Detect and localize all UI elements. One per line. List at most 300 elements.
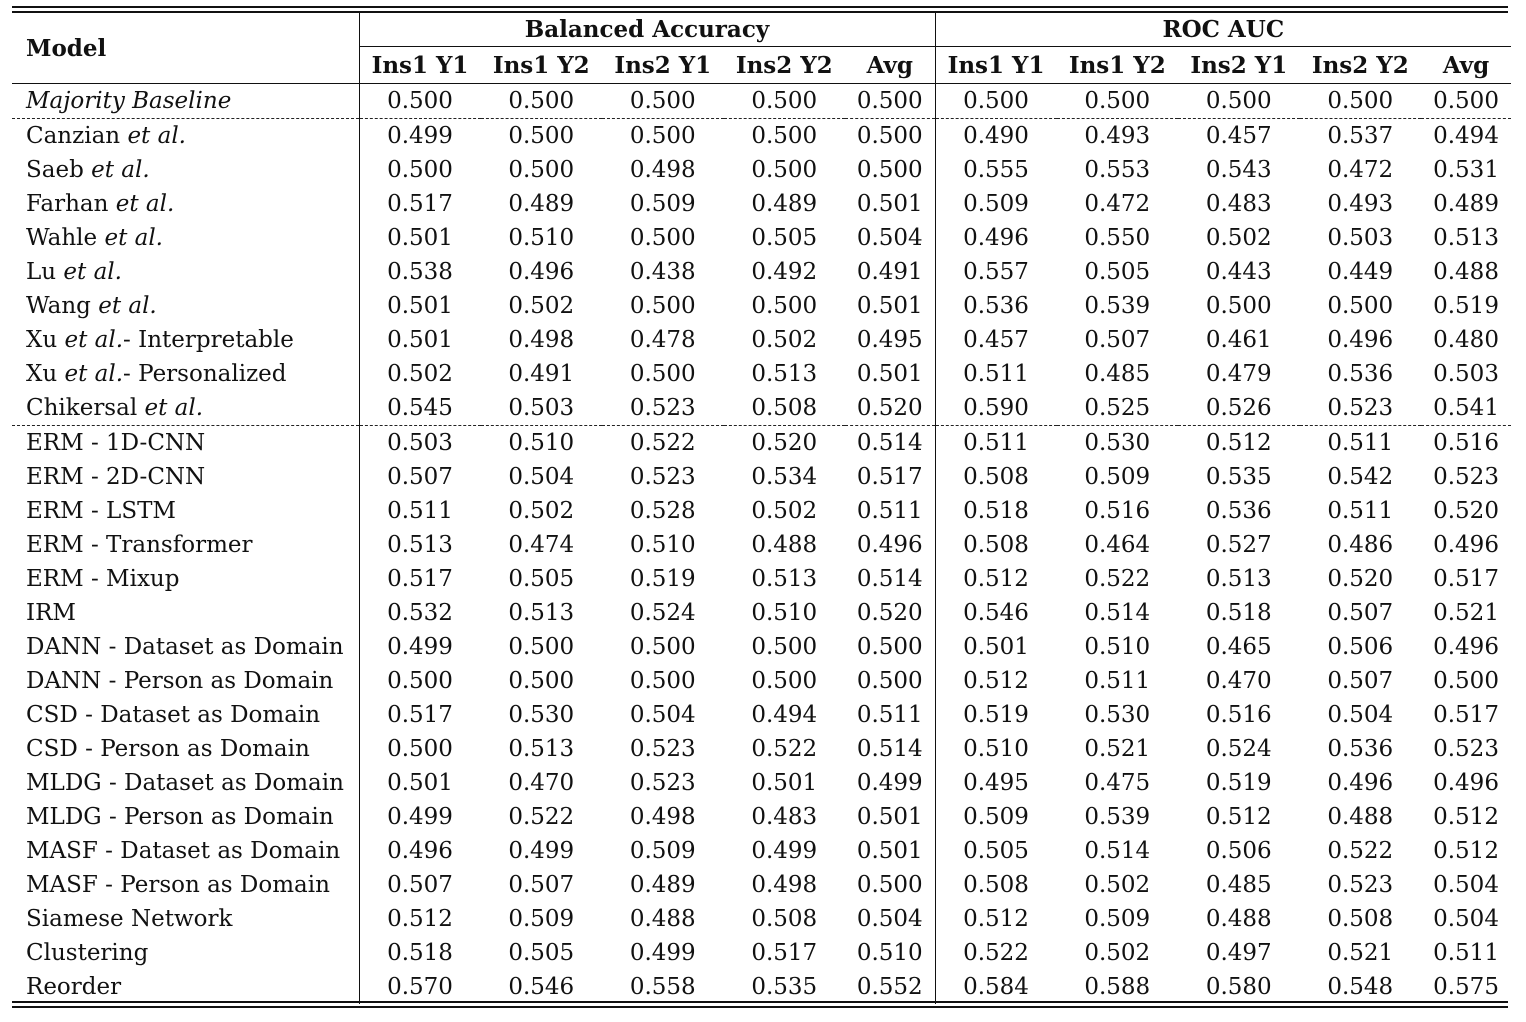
balanced-accuracy-cell: 0.496 (508, 259, 575, 285)
roc-auc-cell: 0.536 (1327, 736, 1394, 762)
roc-auc-cell: 0.472 (1084, 191, 1151, 217)
model-header: Model (12, 13, 359, 84)
roc-auc-cell: 0.539 (1084, 804, 1151, 830)
col-header: Ins2 Y1 (602, 47, 724, 84)
balanced-accuracy-cell: 0.502 (508, 293, 575, 319)
table-row (12, 698, 1511, 732)
roc-auc-cell: 0.524 (1205, 736, 1272, 762)
roc-auc-cell: 0.504 (1327, 702, 1394, 728)
balanced-accuracy-cell: 0.500 (845, 868, 935, 902)
balanced-accuracy-cell: 0.530 (508, 702, 575, 728)
model-name (12, 84, 359, 119)
balanced-accuracy-cell: 0.520 (845, 391, 935, 426)
roc-auc-cell: 0.449 (1327, 259, 1394, 285)
balanced-accuracy-cell: 0.500 (845, 153, 935, 187)
balanced-accuracy-cell: 0.500 (629, 634, 696, 660)
balanced-accuracy-cell: 0.538 (387, 259, 453, 285)
balanced-accuracy-cell: 0.517 (751, 940, 818, 966)
roc-auc-cell: 0.500 (1433, 88, 1499, 114)
balanced-accuracy-cell: 0.496 (845, 528, 935, 562)
roc-auc-cell: 0.493 (1327, 191, 1394, 217)
roc-auc-cell: 0.500 (963, 88, 1029, 114)
balanced-accuracy-cell: 0.500 (845, 630, 935, 664)
roc-auc-cell: 0.475 (1084, 770, 1151, 796)
balanced-accuracy-cell: 0.500 (629, 361, 696, 387)
balanced-accuracy-cell: 0.500 (387, 668, 453, 694)
roc-auc-cell: 0.525 (1084, 395, 1151, 421)
model-name-part: Xu (26, 327, 65, 353)
col-header: Avg (1421, 47, 1511, 84)
model-name (12, 732, 359, 766)
roc-auc-cell: 0.519 (963, 702, 1029, 728)
balanced-accuracy-cell: 0.501 (845, 289, 935, 323)
model-name (12, 153, 359, 187)
roc-auc-cell: 0.480 (1433, 327, 1499, 353)
model-name-part: - Interpretable (123, 327, 294, 353)
balanced-accuracy-cell: 0.500 (387, 157, 453, 183)
model-name-part: Chikersal (26, 395, 145, 421)
roc-auc-cell: 0.510 (1084, 634, 1151, 660)
roc-auc-cell: 0.530 (1057, 426, 1179, 461)
table-row (12, 732, 1511, 766)
model-name (12, 936, 359, 970)
balanced-accuracy-cell: 0.511 (845, 494, 935, 528)
table-row (12, 391, 1511, 426)
balanced-accuracy-cell: 0.499 (359, 119, 481, 154)
roc-auc-cell: 0.443 (1205, 259, 1272, 285)
table-row (12, 902, 1511, 936)
roc-auc-cell: 0.513 (1433, 225, 1499, 251)
roc-auc-cell: 0.496 (1433, 770, 1499, 796)
roc-auc-cell: 0.523 (1433, 736, 1499, 762)
roc-auc-cell: 0.496 (963, 225, 1029, 251)
roc-auc-cell: 0.523 (1327, 872, 1394, 898)
model-name-part: IRM (26, 600, 76, 626)
roc-auc-cell: 0.512 (1433, 838, 1499, 864)
roc-auc-cell: 0.505 (1084, 259, 1151, 285)
roc-auc-cell: 0.503 (1327, 225, 1394, 251)
roc-auc-cell: 0.501 (963, 634, 1029, 660)
balanced-accuracy-cell: 0.503 (359, 426, 481, 461)
roc-auc-cell: 0.520 (1327, 566, 1394, 592)
model-name (12, 698, 359, 732)
balanced-accuracy-cell: 0.513 (508, 600, 575, 626)
table-row (12, 834, 1511, 868)
roc-auc-cell: 0.508 (963, 464, 1029, 490)
balanced-accuracy-cell: 0.499 (845, 766, 935, 800)
roc-auc-cell: 0.555 (963, 157, 1029, 183)
roc-auc-cell: 0.548 (1327, 974, 1394, 1000)
balanced-accuracy-cell: 0.513 (387, 532, 453, 558)
balanced-accuracy-cell: 0.504 (845, 221, 935, 255)
table-row (12, 221, 1511, 255)
roc-auc-cell: 0.504 (1433, 906, 1499, 932)
model-name (12, 834, 359, 868)
balanced-accuracy-cell: 0.499 (387, 634, 453, 660)
roc-auc-cell: 0.488 (1205, 906, 1272, 932)
balanced-accuracy-cell: 0.474 (508, 532, 575, 558)
model-name (12, 289, 359, 323)
balanced-accuracy-header: Balanced Accuracy (359, 13, 935, 47)
model-name (12, 426, 359, 461)
table-row (12, 357, 1511, 391)
balanced-accuracy-cell: 0.488 (751, 532, 818, 558)
roc-auc-cell: 0.483 (1205, 191, 1272, 217)
model-name-part: et al. (115, 191, 175, 217)
balanced-accuracy-cell: 0.523 (629, 464, 696, 490)
model-name-part: ERM - Transformer (26, 532, 253, 558)
roc-auc-cell: 0.500 (1084, 88, 1151, 114)
roc-auc-cell: 0.536 (1327, 361, 1394, 387)
roc-auc-cell: 0.511 (1327, 498, 1394, 524)
model-name (12, 970, 359, 1004)
roc-auc-cell: 0.502 (1084, 940, 1151, 966)
balanced-accuracy-cell: 0.523 (629, 395, 696, 421)
roc-auc-cell: 0.509 (1084, 464, 1151, 490)
balanced-accuracy-cell: 0.501 (387, 770, 453, 796)
roc-auc-cell: 0.514 (1084, 600, 1151, 626)
roc-auc-cell: 0.537 (1300, 119, 1422, 154)
col-header: Ins1 Y2 (481, 47, 603, 84)
model-name-part: Reorder (26, 974, 122, 1000)
roc-auc-cell: 0.527 (1205, 532, 1272, 558)
roc-auc-cell: 0.457 (963, 327, 1029, 353)
balanced-accuracy-cell: 0.504 (629, 702, 696, 728)
roc-auc-cell: 0.580 (1205, 974, 1272, 1000)
balanced-accuracy-cell: 0.570 (387, 974, 453, 1000)
col-header: Ins1 Y1 (935, 47, 1057, 84)
roc-auc-cell: 0.530 (1084, 702, 1151, 728)
table-row (12, 936, 1511, 970)
roc-auc-cell: 0.508 (1327, 906, 1394, 932)
roc-auc-cell: 0.526 (1205, 395, 1272, 421)
roc-auc-cell: 0.588 (1084, 974, 1151, 1000)
balanced-accuracy-cell: 0.507 (387, 872, 453, 898)
table-row (12, 766, 1511, 800)
balanced-accuracy-cell: 0.500 (481, 119, 603, 154)
roc-auc-cell: 0.472 (1327, 157, 1394, 183)
model-name-part: ERM - 2D-CNN (26, 464, 206, 490)
roc-auc-cell: 0.590 (963, 395, 1029, 421)
model-name (12, 221, 359, 255)
roc-auc-cell: 0.509 (963, 804, 1029, 830)
roc-auc-cell: 0.553 (1084, 157, 1151, 183)
balanced-accuracy-cell: 0.502 (751, 498, 818, 524)
model-name-part: DANN - Person as Domain (26, 668, 334, 694)
balanced-accuracy-cell: 0.498 (508, 327, 575, 353)
roc-auc-cell: 0.507 (1327, 600, 1394, 626)
roc-auc-cell: 0.488 (1433, 259, 1499, 285)
balanced-accuracy-cell: 0.511 (845, 698, 935, 732)
roc-auc-cell: 0.509 (963, 191, 1029, 217)
table-row (12, 562, 1511, 596)
roc-auc-cell: 0.486 (1327, 532, 1394, 558)
balanced-accuracy-cell: 0.513 (508, 736, 575, 762)
roc-auc-cell: 0.584 (963, 974, 1029, 1000)
balanced-accuracy-cell: 0.491 (845, 255, 935, 289)
balanced-accuracy-cell: 0.513 (751, 566, 818, 592)
balanced-accuracy-cell: 0.495 (845, 323, 935, 357)
model-name-part: ERM - Mixup (26, 566, 180, 592)
roc-auc-cell: 0.496 (1327, 770, 1394, 796)
roc-auc-cell: 0.510 (963, 736, 1029, 762)
roc-auc-cell: 0.490 (935, 119, 1057, 154)
balanced-accuracy-cell: 0.514 (845, 426, 935, 461)
roc-auc-cell: 0.519 (1205, 770, 1272, 796)
balanced-accuracy-cell: 0.522 (508, 804, 575, 830)
col-header: Ins2 Y1 (1178, 47, 1300, 84)
balanced-accuracy-cell: 0.489 (629, 872, 696, 898)
balanced-accuracy-cell: 0.500 (508, 88, 575, 114)
roc-auc-cell: 0.500 (1433, 668, 1499, 694)
balanced-accuracy-cell: 0.488 (629, 906, 696, 932)
balanced-accuracy-cell: 0.502 (751, 327, 818, 353)
balanced-accuracy-cell: 0.523 (629, 736, 696, 762)
roc-auc-cell: 0.496 (1433, 634, 1499, 660)
roc-auc-cell: 0.517 (1433, 566, 1499, 592)
col-header: Ins2 Y2 (724, 47, 846, 84)
balanced-accuracy-cell: 0.501 (845, 357, 935, 391)
balanced-accuracy-cell: 0.499 (387, 804, 453, 830)
roc-auc-cell: 0.506 (1205, 838, 1272, 864)
roc-auc-cell: 0.512 (1433, 804, 1499, 830)
roc-auc-cell: 0.514 (1084, 838, 1151, 864)
roc-auc-cell: 0.522 (1084, 566, 1151, 592)
balanced-accuracy-cell: 0.489 (508, 191, 575, 217)
model-name (12, 391, 359, 426)
table-row (12, 84, 1511, 119)
model-name-part: et al. (98, 293, 157, 319)
roc-auc-cell: 0.550 (1084, 225, 1151, 251)
roc-auc-cell: 0.521 (1327, 940, 1394, 966)
balanced-accuracy-cell: 0.510 (481, 426, 603, 461)
balanced-accuracy-cell: 0.503 (508, 395, 575, 421)
roc-auc-cell: 0.506 (1327, 634, 1394, 660)
model-name (12, 255, 359, 289)
table-row (12, 868, 1511, 902)
balanced-accuracy-cell: 0.510 (845, 936, 935, 970)
header-row-groups (12, 13, 1511, 47)
model-name-part: ERM - LSTM (26, 498, 176, 524)
bottom-rule-1 (12, 1001, 1508, 1003)
balanced-accuracy-cell: 0.513 (751, 361, 818, 387)
model-name (12, 664, 359, 698)
results-table (12, 13, 1511, 1004)
model-name-part: Xu (26, 361, 65, 387)
roc-auc-cell: 0.507 (1084, 327, 1151, 353)
balanced-accuracy-cell: 0.500 (724, 119, 846, 154)
balanced-accuracy-cell: 0.510 (751, 600, 818, 626)
model-name (12, 357, 359, 391)
balanced-accuracy-cell: 0.504 (508, 464, 575, 490)
balanced-accuracy-cell: 0.517 (387, 566, 453, 592)
roc-auc-cell: 0.541 (1433, 395, 1499, 421)
roc-auc-cell: 0.521 (1433, 600, 1499, 626)
balanced-accuracy-cell: 0.500 (629, 225, 696, 251)
model-name-part: et al. (63, 259, 122, 285)
balanced-accuracy-cell: 0.517 (845, 460, 935, 494)
roc-auc-cell: 0.516 (1084, 498, 1151, 524)
balanced-accuracy-cell: 0.500 (751, 293, 818, 319)
col-header: Avg (845, 47, 935, 84)
model-name-part: Majority Baseline (26, 88, 232, 114)
balanced-accuracy-cell: 0.499 (508, 838, 575, 864)
roc-auc-cell: 0.511 (1433, 940, 1499, 966)
model-name-part: et al. (64, 361, 124, 387)
roc-auc-cell: 0.493 (1057, 119, 1179, 154)
roc-auc-cell: 0.496 (1327, 327, 1394, 353)
balanced-accuracy-cell: 0.534 (751, 464, 818, 490)
table-row (12, 426, 1511, 461)
balanced-accuracy-cell: 0.517 (387, 191, 453, 217)
roc-auc-cell: 0.508 (963, 872, 1029, 898)
model-name-part: CSD - Dataset as Domain (26, 702, 321, 728)
roc-auc-cell: 0.511 (1300, 426, 1422, 461)
balanced-accuracy-cell: 0.528 (629, 498, 696, 524)
table-body (12, 84, 1511, 1005)
model-name-part: MASF - Person as Domain (26, 872, 330, 898)
roc-auc-cell: 0.512 (1178, 426, 1300, 461)
roc-auc-cell: 0.523 (1327, 395, 1394, 421)
balanced-accuracy-cell: 0.558 (629, 974, 696, 1000)
balanced-accuracy-cell: 0.501 (751, 770, 818, 796)
roc-auc-cell: 0.516 (1421, 426, 1511, 461)
col-header: Ins2 Y2 (1300, 47, 1422, 84)
roc-auc-cell: 0.511 (963, 361, 1029, 387)
roc-auc-cell: 0.503 (1433, 361, 1499, 387)
balanced-accuracy-cell: 0.500 (508, 157, 575, 183)
balanced-accuracy-cell: 0.517 (387, 702, 453, 728)
balanced-accuracy-cell: 0.498 (751, 872, 818, 898)
roc-auc-cell: 0.500 (1327, 88, 1394, 114)
balanced-accuracy-cell: 0.500 (629, 293, 696, 319)
table-row (12, 970, 1511, 1004)
balanced-accuracy-cell: 0.500 (845, 119, 935, 154)
balanced-accuracy-cell: 0.500 (629, 668, 696, 694)
balanced-accuracy-cell: 0.500 (602, 119, 724, 154)
balanced-accuracy-cell: 0.470 (508, 770, 575, 796)
balanced-accuracy-cell: 0.505 (508, 566, 575, 592)
balanced-accuracy-cell: 0.505 (508, 940, 575, 966)
model-name (12, 596, 359, 630)
table-row (12, 187, 1511, 221)
balanced-accuracy-cell: 0.532 (387, 600, 453, 626)
roc-auc-cell: 0.502 (1084, 872, 1151, 898)
balanced-accuracy-cell: 0.519 (629, 566, 696, 592)
roc-auc-cell: 0.504 (1433, 872, 1499, 898)
balanced-accuracy-cell: 0.500 (508, 668, 575, 694)
roc-auc-cell: 0.509 (1084, 906, 1151, 932)
balanced-accuracy-cell: 0.501 (845, 834, 935, 868)
balanced-accuracy-cell: 0.478 (629, 327, 696, 353)
roc-auc-cell: 0.536 (963, 293, 1029, 319)
roc-auc-cell: 0.539 (1084, 293, 1151, 319)
balanced-accuracy-cell: 0.507 (508, 872, 575, 898)
balanced-accuracy-cell: 0.500 (845, 664, 935, 698)
balanced-accuracy-cell: 0.522 (751, 736, 818, 762)
roc-auc-cell: 0.521 (1084, 736, 1151, 762)
roc-auc-cell: 0.522 (1327, 838, 1394, 864)
model-name-part: MLDG - Dataset as Domain (26, 770, 344, 796)
balanced-accuracy-cell: 0.502 (508, 498, 575, 524)
roc-auc-cell: 0.495 (963, 770, 1029, 796)
balanced-accuracy-cell: 0.545 (387, 395, 453, 421)
roc-auc-cell: 0.494 (1421, 119, 1511, 154)
roc-auc-cell: 0.479 (1205, 361, 1272, 387)
model-name (12, 460, 359, 494)
table-row (12, 596, 1511, 630)
roc-auc-cell: 0.522 (963, 940, 1029, 966)
bottom-rule-2 (12, 1006, 1508, 1008)
col-header: Ins1 Y1 (359, 47, 481, 84)
model-name (12, 494, 359, 528)
model-name-part: Canzian (26, 123, 128, 149)
model-name-part: Wahle (26, 225, 105, 251)
roc-auc-cell: 0.500 (1327, 293, 1394, 319)
model-name (12, 630, 359, 664)
roc-auc-cell: 0.536 (1205, 498, 1272, 524)
balanced-accuracy-cell: 0.483 (751, 804, 818, 830)
roc-auc-cell: 0.470 (1205, 668, 1272, 694)
roc-auc-header: ROC AUC (935, 13, 1511, 47)
model-name (12, 902, 359, 936)
balanced-accuracy-cell: 0.498 (629, 157, 696, 183)
model-name-part: MASF - Dataset as Domain (26, 838, 341, 864)
roc-auc-cell: 0.465 (1205, 634, 1272, 660)
model-name (12, 868, 359, 902)
roc-auc-cell: 0.546 (963, 600, 1029, 626)
model-name (12, 528, 359, 562)
balanced-accuracy-cell: 0.524 (629, 600, 696, 626)
model-name-part: et al. (91, 157, 150, 183)
balanced-accuracy-cell: 0.504 (845, 902, 935, 936)
balanced-accuracy-cell: 0.501 (845, 187, 935, 221)
balanced-accuracy-cell: 0.494 (751, 702, 818, 728)
roc-auc-cell: 0.511 (1084, 668, 1151, 694)
model-name (12, 119, 359, 154)
balanced-accuracy-cell: 0.510 (629, 532, 696, 558)
balanced-accuracy-cell: 0.499 (751, 838, 818, 864)
model-name-part: - Personalized (123, 361, 287, 387)
roc-auc-cell: 0.531 (1433, 157, 1499, 183)
roc-auc-cell: 0.520 (1433, 498, 1499, 524)
roc-auc-cell: 0.543 (1205, 157, 1272, 183)
roc-auc-cell: 0.557 (963, 259, 1029, 285)
table-row (12, 153, 1511, 187)
model-name (12, 187, 359, 221)
balanced-accuracy-cell: 0.522 (602, 426, 724, 461)
roc-auc-cell: 0.461 (1205, 327, 1272, 353)
model-name-part: et al. (127, 123, 186, 149)
model-name-part: Siamese Network (26, 906, 233, 932)
roc-auc-cell: 0.488 (1327, 804, 1394, 830)
col-header: Ins1 Y2 (1057, 47, 1179, 84)
balanced-accuracy-cell: 0.509 (508, 906, 575, 932)
balanced-accuracy-cell: 0.509 (629, 191, 696, 217)
model-name (12, 800, 359, 834)
balanced-accuracy-cell: 0.492 (751, 259, 818, 285)
balanced-accuracy-cell: 0.500 (845, 84, 935, 119)
roc-auc-cell: 0.464 (1084, 532, 1151, 558)
table-row (12, 255, 1511, 289)
balanced-accuracy-cell: 0.491 (508, 361, 575, 387)
model-name-part: Wang (26, 293, 99, 319)
roc-auc-cell: 0.508 (963, 532, 1029, 558)
balanced-accuracy-cell: 0.512 (387, 906, 453, 932)
roc-auc-cell: 0.512 (963, 668, 1029, 694)
table-row (12, 323, 1511, 357)
balanced-accuracy-cell: 0.502 (387, 361, 453, 387)
